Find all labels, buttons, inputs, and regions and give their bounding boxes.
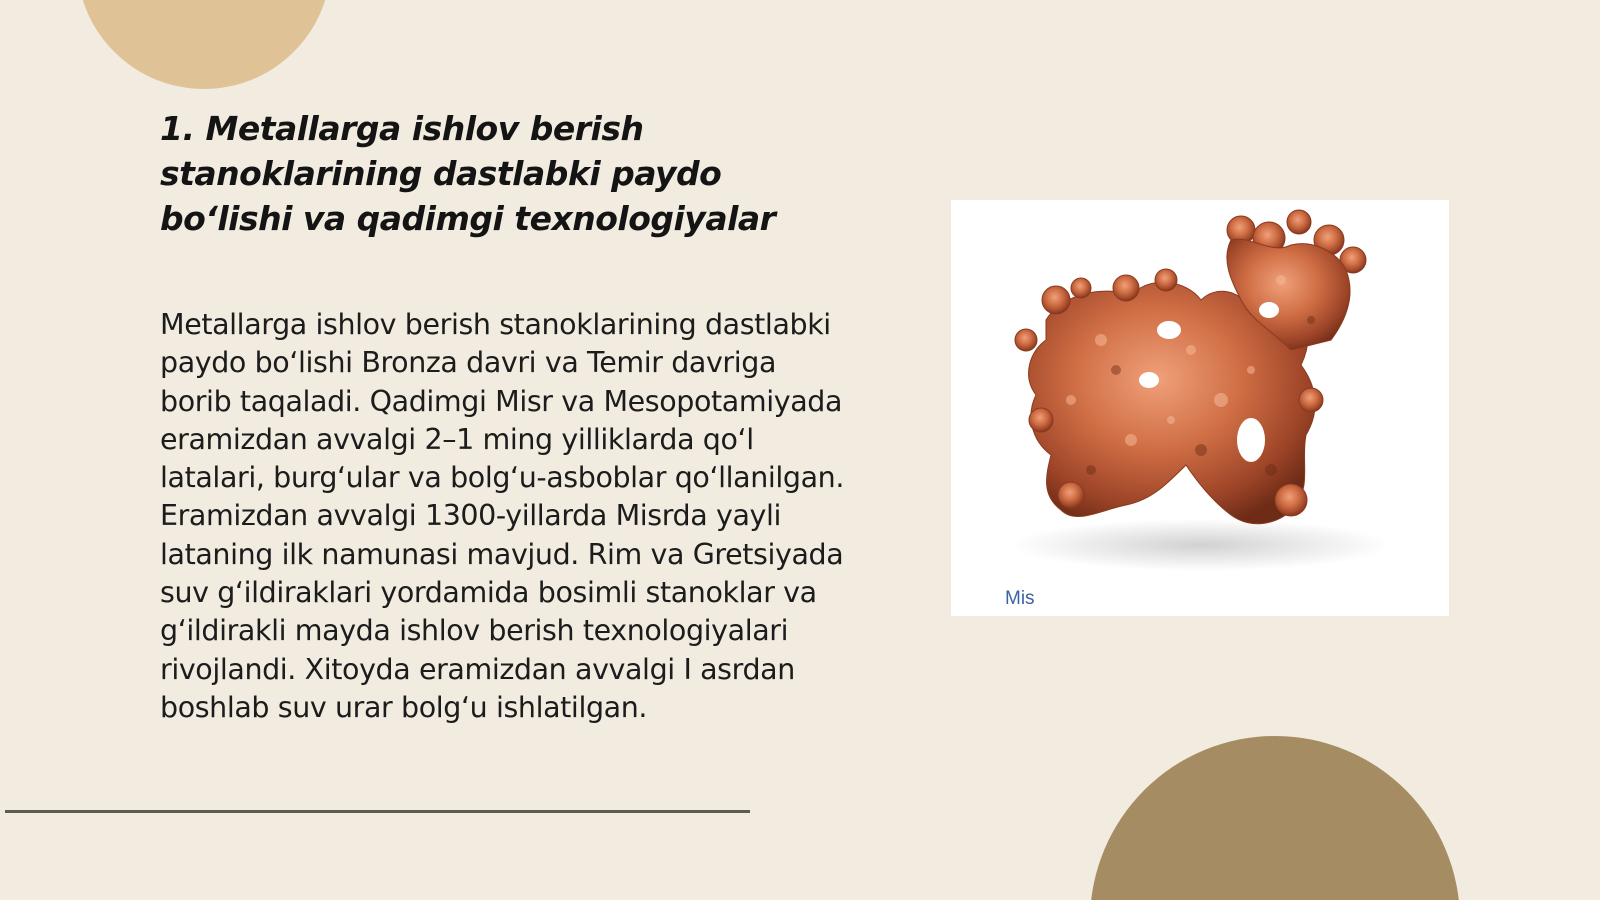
decorative-circle-top bbox=[77, 0, 331, 89]
image-caption: Mis bbox=[1005, 588, 1035, 609]
slide-body-text: Metallarga ishlov berish stanoklarining dastlabki paydo boʻlishi Bronza davri va Temir davriga borib taqaladi. Qadimgi Misr va Mesopotamiyada eramizdan avvalgi 2–1 ming yilliklarda qoʻl latalari, burgʻular va bolgʻu-asboblar qoʻllanilgan. Eramizdan avvalgi 1300-yillarda Misrda yayli lataning ilk namunasi mavjud. Rim va Gretsiyada suv gʻildiraklari yordamida bosimli stanoklar va gʻildirakli mayda ishlov berish texnologiyalari rivojlandi. Xitoyda eramizdan avvalgi I asrdan boshlab suv urar bolgʻu ishlatilgan. bbox=[160, 308, 844, 724]
copper-image bbox=[951, 200, 1449, 616]
decorative-circle-bottom bbox=[1090, 736, 1460, 900]
divider-line bbox=[5, 810, 750, 813]
slide-title: 1. Metallarga ishlov berish stanoklarining dastlabki paydo boʻlishi va qadimgi texnologiyalar bbox=[160, 109, 776, 238]
copper-nugget-illustration bbox=[951, 200, 1449, 616]
